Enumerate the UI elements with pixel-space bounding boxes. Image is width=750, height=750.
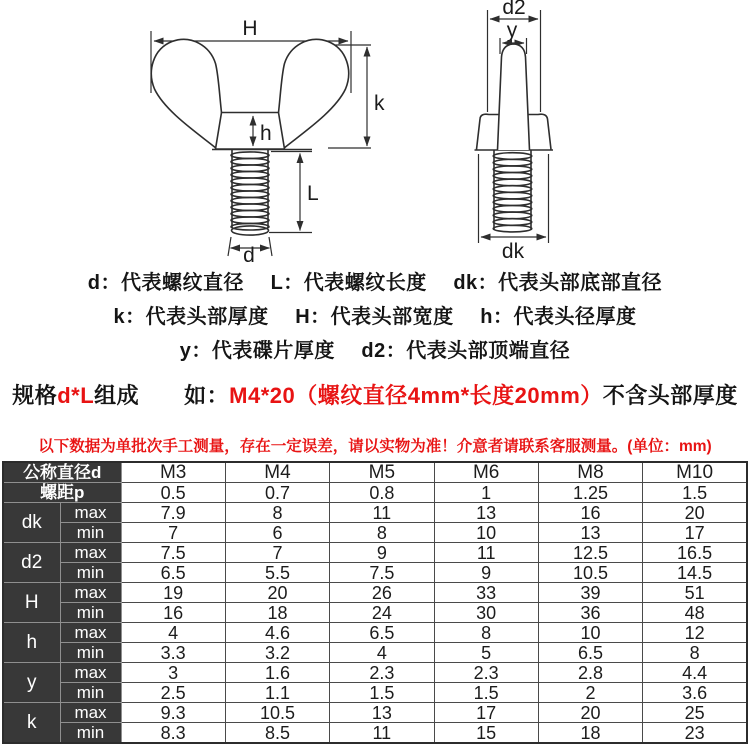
value-cell: 17: [643, 523, 747, 543]
value-cell: 20: [538, 703, 642, 723]
value-cell: 30: [434, 603, 538, 623]
pitch-value-cell: 1.25: [538, 483, 642, 503]
value-cell: 3.3: [121, 643, 225, 663]
value-cell: 13: [330, 703, 434, 723]
minmax-label-cell: max: [60, 543, 121, 563]
value-cell: 10: [538, 623, 642, 643]
value-cell: 16: [121, 603, 225, 623]
value-cell: 16.5: [643, 543, 747, 563]
value-cell: 24: [330, 603, 434, 623]
value-cell: 1.1: [225, 683, 329, 703]
value-cell: 4.4: [643, 663, 747, 683]
technical-drawings: [0, 0, 750, 262]
param-name-cell: y: [3, 663, 60, 703]
value-cell: 5.5: [225, 563, 329, 583]
value-cell: 11: [434, 543, 538, 563]
value-cell: 2.3: [434, 663, 538, 683]
minmax-label-cell: min: [60, 683, 121, 703]
value-cell: 12: [643, 623, 747, 643]
table-row-param: [3, 643, 747, 663]
value-cell: 3: [121, 663, 225, 683]
size-header-cell: M4: [225, 462, 329, 483]
value-cell: 33: [434, 583, 538, 603]
table-row-sizes: [3, 462, 747, 483]
size-header-cell: M5: [330, 462, 434, 483]
wing-screw-drawing: [0, 0, 750, 262]
value-cell: 11: [330, 503, 434, 523]
size-header-cell: M3: [121, 462, 225, 483]
param-name-cell: h: [3, 623, 60, 663]
table-row-param: [3, 603, 747, 623]
dim-label-L: L: [307, 182, 319, 205]
pitch-value-cell: 0.7: [225, 483, 329, 503]
value-cell: 7.9: [121, 503, 225, 523]
value-cell: 2.8: [538, 663, 642, 683]
param-name-cell: dk: [3, 503, 60, 543]
size-header-cell: M6: [434, 462, 538, 483]
pitch-value-cell: 0.8: [330, 483, 434, 503]
pitch-value-cell: 1: [434, 483, 538, 503]
value-cell: 9: [434, 563, 538, 583]
value-cell: 4.6: [225, 623, 329, 643]
value-cell: 25: [643, 703, 747, 723]
legend-line-3: y：代表碟片厚度 d2：代表头部顶端直径: [179, 340, 571, 362]
value-cell: 11: [330, 723, 434, 744]
spec-table: [2, 461, 748, 744]
table-row-param: [3, 723, 747, 744]
value-cell: 15: [434, 723, 538, 744]
value-cell: 18: [225, 603, 329, 623]
value-cell: 14.5: [643, 563, 747, 583]
dim-label-k: k: [374, 92, 385, 115]
minmax-label-cell: min: [60, 563, 121, 583]
value-cell: 6: [225, 523, 329, 543]
value-cell: 20: [643, 503, 747, 523]
table-row-param: [3, 683, 747, 703]
value-cell: 51: [643, 583, 747, 603]
table-row-param: [3, 563, 747, 583]
value-cell: 18: [538, 723, 642, 744]
size-header-cell: M8: [538, 462, 642, 483]
minmax-label-cell: min: [60, 643, 121, 663]
spec-text-red: M4*20（螺纹直径4mm*长度20mm）: [229, 383, 603, 408]
pitch-value-cell: 0.5: [121, 483, 225, 503]
spec-text-black: 规格: [12, 383, 58, 408]
pitch-value-cell: 1.5: [643, 483, 747, 503]
value-cell: 3.6: [643, 683, 747, 703]
value-cell: 7.5: [121, 543, 225, 563]
value-cell: 5: [434, 643, 538, 663]
value-cell: 17: [434, 703, 538, 723]
size-header-cell: M10: [643, 462, 747, 483]
spec-table-body: [3, 462, 747, 743]
value-cell: 2.3: [330, 663, 434, 683]
table-row-pitch: [3, 483, 747, 503]
dim-label-d2: d2: [502, 0, 526, 19]
value-cell: 8: [330, 523, 434, 543]
dim-label-d: d: [243, 244, 255, 262]
value-cell: 7: [121, 523, 225, 543]
table-row-param: [3, 623, 747, 643]
value-cell: 10.5: [225, 703, 329, 723]
minmax-label-cell: min: [60, 603, 121, 623]
dim-label-dk: dk: [501, 240, 525, 262]
value-cell: 26: [330, 583, 434, 603]
value-cell: 10: [434, 523, 538, 543]
spec-text-black: 组成 如：: [94, 383, 230, 408]
value-cell: 13: [538, 523, 642, 543]
param-name-cell: k: [3, 703, 60, 744]
minmax-label-cell: min: [60, 723, 121, 744]
value-cell: 48: [643, 603, 747, 623]
minmax-label-cell: max: [60, 663, 121, 683]
value-cell: 1.5: [330, 683, 434, 703]
value-cell: 4: [330, 643, 434, 663]
dim-label-y: y: [506, 19, 518, 42]
dim-label-H: H: [242, 17, 258, 40]
value-cell: 8: [643, 643, 747, 663]
value-cell: 23: [643, 723, 747, 744]
measurement-notice: 以下数据为单批次手工测量，存在一定误差，请以实物为准！介意者请联系客服测量。(单位：mm): [38, 438, 712, 455]
front-view-diagram: [151, 17, 385, 262]
value-cell: 1.6: [225, 663, 329, 683]
value-cell: 6.5: [330, 623, 434, 643]
value-cell: 9: [330, 543, 434, 563]
table-row-param: [3, 503, 747, 523]
value-cell: 1.5: [434, 683, 538, 703]
value-cell: 8: [225, 503, 329, 523]
value-cell: 6.5: [121, 563, 225, 583]
side-view-diagram: [475, 0, 554, 262]
value-cell: 4: [121, 623, 225, 643]
dimension-legend: [0, 266, 750, 368]
pitch-header-cell: 螺距p: [3, 483, 121, 503]
value-cell: 7.5: [330, 563, 434, 583]
value-cell: 10.5: [538, 563, 642, 583]
legend-line-2: k：代表头部厚度 H：代表头部宽度 h：代表头径厚度: [113, 306, 637, 328]
value-cell: 3.2: [225, 643, 329, 663]
table-row-param: [3, 543, 747, 563]
spec-text-red: d*L: [57, 383, 95, 408]
table-row-param: [3, 663, 747, 683]
value-cell: 12.5: [538, 543, 642, 563]
value-cell: 2: [538, 683, 642, 703]
spec-format-line: [0, 379, 750, 410]
value-cell: 9.3: [121, 703, 225, 723]
value-cell: 13: [434, 503, 538, 523]
value-cell: 8: [434, 623, 538, 643]
minmax-label-cell: max: [60, 703, 121, 723]
param-name-cell: d2: [3, 543, 60, 583]
table-row-param: [3, 583, 747, 603]
value-cell: 8.5: [225, 723, 329, 744]
minmax-label-cell: max: [60, 583, 121, 603]
value-cell: 16: [538, 503, 642, 523]
thread-coil: [493, 153, 532, 232]
thread-coil: [231, 152, 269, 235]
param-name-cell: H: [3, 583, 60, 623]
value-cell: 19: [121, 583, 225, 603]
table-row-param: [3, 523, 747, 543]
dim-label-h: h: [260, 122, 272, 145]
value-cell: 7: [225, 543, 329, 563]
minmax-label-cell: min: [60, 523, 121, 543]
minmax-label-cell: max: [60, 503, 121, 523]
value-cell: 2.5: [121, 683, 225, 703]
value-cell: 39: [538, 583, 642, 603]
value-cell: 20: [225, 583, 329, 603]
minmax-label-cell: max: [60, 623, 121, 643]
value-cell: 36: [538, 603, 642, 623]
legend-line-1: d：代表螺纹直径 L：代表螺纹长度 dk：代表头部底部直径: [87, 272, 663, 294]
value-cell: 6.5: [538, 643, 642, 663]
table-row-param: [3, 703, 747, 723]
spec-text-black: 不含头部厚度: [602, 383, 738, 408]
value-cell: 8.3: [121, 723, 225, 744]
diameter-header-cell: 公称直径d: [3, 462, 121, 483]
